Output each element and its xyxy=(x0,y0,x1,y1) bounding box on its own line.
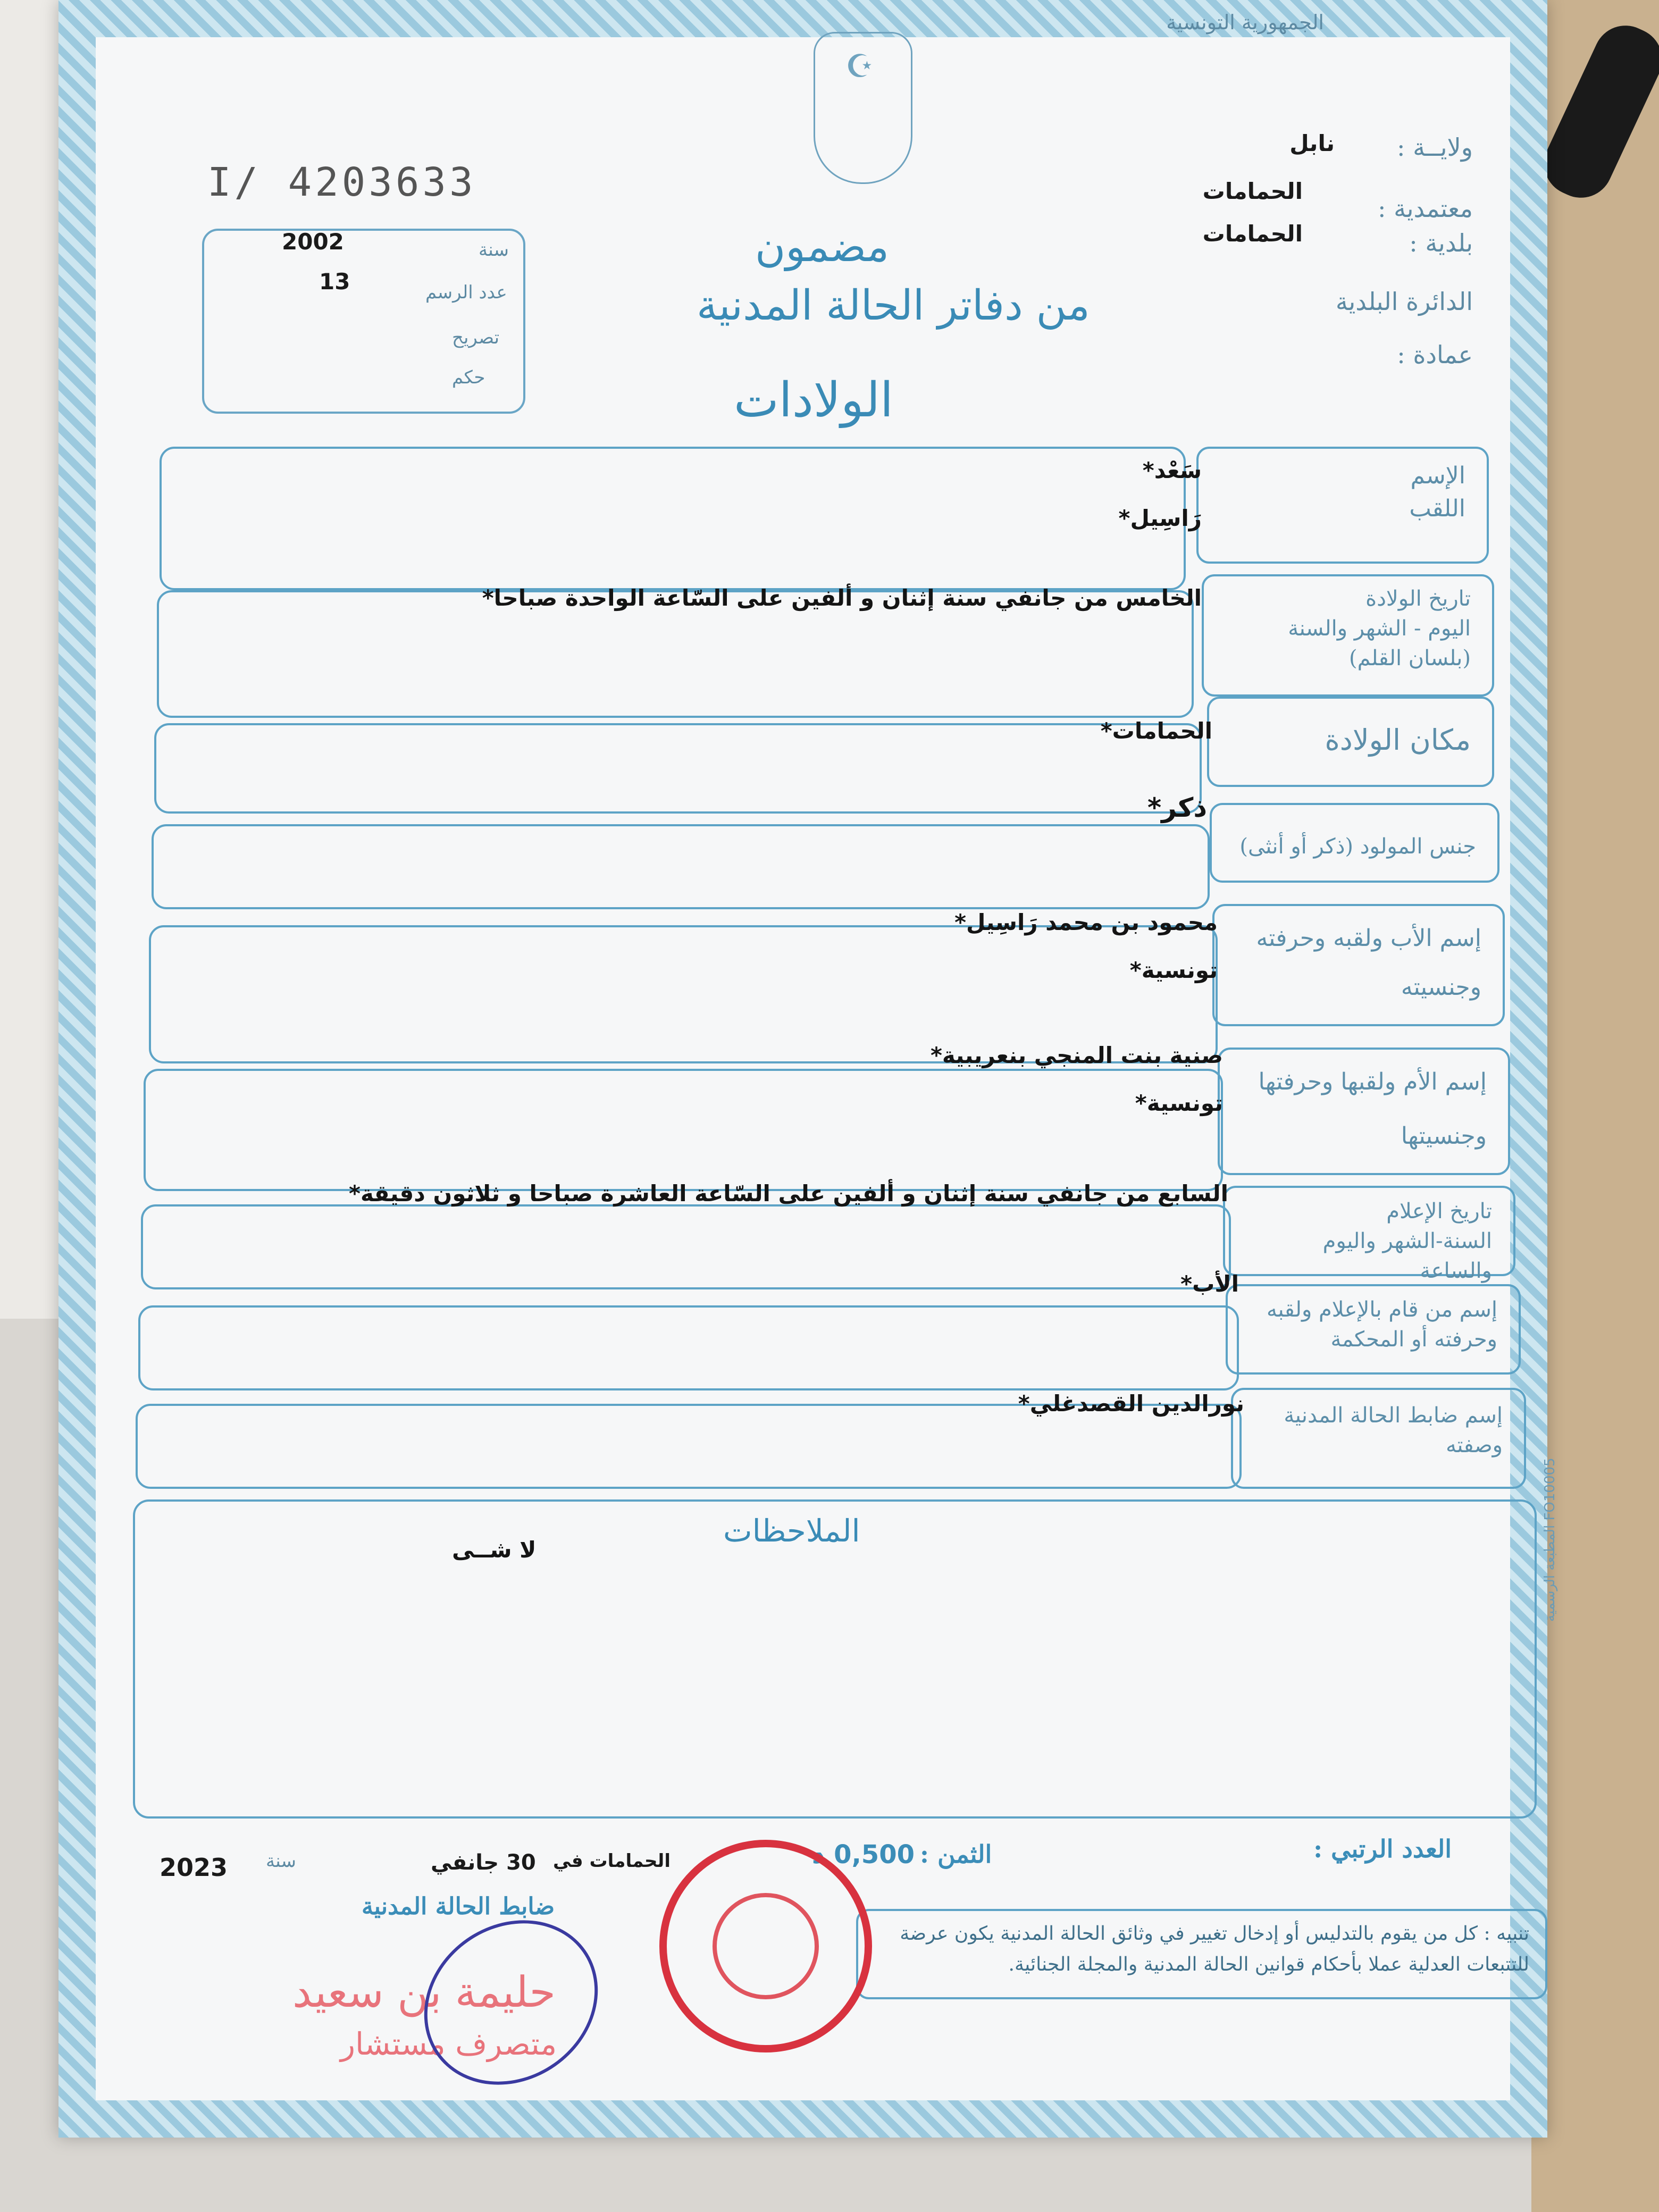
row-dob-label-box xyxy=(1202,574,1494,697)
imada-label: عمادة : xyxy=(1397,340,1473,369)
ref-year-value: 2002 xyxy=(282,229,344,255)
declarant-sub-label: وحرفته أو المحكمة xyxy=(1330,1327,1497,1352)
pob-value: الحمامات* xyxy=(1100,718,1212,744)
footer-place: الحمامات في xyxy=(553,1850,671,1872)
pob-label: مكان الولادة xyxy=(1325,723,1471,757)
declaration-date-sub-label: السنة-الشهر واليوم والساعة xyxy=(1322,1229,1492,1283)
declaration-date-label: تاريخ الإعلام xyxy=(1386,1199,1492,1224)
row-declarant-value-box xyxy=(138,1305,1239,1390)
row-pob-value-box xyxy=(154,723,1202,814)
footer-year-label: سنة xyxy=(266,1850,296,1872)
footer-serial-label: العدد الرتبي : xyxy=(1313,1834,1452,1863)
declarant-label: إسم من قام بالإعلام ولقبه xyxy=(1267,1297,1497,1322)
stamp-officer-title: متصرف مستشار xyxy=(340,2026,557,2062)
row-mother-value-box xyxy=(144,1069,1223,1191)
ref-judgment-label: حكم xyxy=(452,367,485,388)
father-nationality-value: تونسية* xyxy=(1129,957,1218,983)
baladiya-label: بلدية : xyxy=(1409,229,1473,257)
ref-declaration-label: تصريح xyxy=(452,327,500,348)
baladiya-value: الحمامات xyxy=(1202,221,1303,247)
sex-label: جنس المولود (ذكر أو أنثى) xyxy=(1239,834,1476,859)
row-mother-label-box xyxy=(1218,1048,1510,1175)
notes-label: الملاحظات xyxy=(723,1513,860,1549)
mother-value: صنية بنت المنجي بنعريبية* xyxy=(930,1042,1223,1068)
price-label: الثمن : xyxy=(920,1840,992,1869)
mutamadiya-label: معتمدية : xyxy=(1377,194,1473,223)
father-value: محمود بن محمد رَاسِيل* xyxy=(954,909,1218,935)
stamp-officer-name: حليمة بن سعيد xyxy=(292,1967,556,2017)
father-label: إسم الأب ولقبه وحرفته xyxy=(1256,925,1481,952)
wilaya-label: ولايــة : xyxy=(1397,133,1473,162)
title-civil-registry: من دفاتر الحالة المدنية xyxy=(697,282,1090,330)
row-sex-value-box xyxy=(152,824,1210,909)
row-declaration-label-box xyxy=(1223,1186,1515,1283)
row-officer-label-box xyxy=(1231,1388,1526,1489)
row-father-label-box xyxy=(1212,904,1505,1026)
ref-number-label: عدد الرسم xyxy=(425,282,507,303)
dob-words-label: (بلسان القلم) xyxy=(1349,646,1471,671)
serial-number: I/ 4203633 xyxy=(207,160,476,205)
desk-surface xyxy=(1531,0,1659,2212)
officer-row-label: إسم ضابط الحالة المدنية xyxy=(1284,1403,1503,1428)
birth-certificate-page xyxy=(58,0,1558,2138)
name-label: الإسم xyxy=(1410,462,1465,489)
dob-sub-label: اليوم - الشهر والسنة xyxy=(1288,616,1471,641)
footer-officer-label: ضابط الحالة المدنية xyxy=(362,1893,555,1920)
footer-day-month: 30 جانفي xyxy=(431,1850,536,1875)
name-value: سَعْد* xyxy=(1142,457,1202,483)
price-value: 0,500 د xyxy=(811,1840,915,1870)
father-nationality-label: وجنسيته xyxy=(1401,973,1481,1001)
crescent-star-icon: ☪ xyxy=(845,48,874,85)
officer-row-sub-label: وصفته xyxy=(1445,1433,1503,1457)
warning-notice: تنبيه : كل من يقوم بالتدليس أو إدخال تغيير في وثائق الحالة المدنية يكون عرضة للتتبعات العدلية عملا بأحكام قوانين الحالة المدنية والمجلة الجنائية. xyxy=(856,1909,1547,1999)
wilaya-value: نابل xyxy=(1289,130,1335,156)
sex-value: ذكر* xyxy=(1147,792,1207,823)
dob-label: تاريخ الولادة xyxy=(1365,586,1471,611)
ref-number-value: 13 xyxy=(319,269,350,295)
stamp-emblem xyxy=(713,1893,819,1999)
officer-row-value: نورالدين القصدغلي* xyxy=(1018,1390,1244,1417)
row-pob-label-box xyxy=(1207,697,1494,787)
row-officer-value-box xyxy=(136,1404,1242,1489)
notes-value: لا شــى xyxy=(452,1537,537,1563)
declaration-date-value: السابع من جانفي سنة إثنان و ألفين على السّاعة العاشرة صباحا و ثلاثون دقيقة* xyxy=(349,1180,1228,1206)
footer-year-value: 2023 xyxy=(160,1853,228,1882)
mother-nationality-label: وجنسيتها xyxy=(1401,1122,1487,1150)
surname-value: رَاسِيل* xyxy=(1118,505,1202,531)
mutamadiya-value: الحمامات xyxy=(1202,178,1303,204)
republic-label: الجمهورية التونسية xyxy=(1166,11,1324,34)
mother-label: إسم الأم ولقبها وحرفتها xyxy=(1258,1068,1487,1095)
title-mudmoun: مضمون xyxy=(755,223,890,271)
mother-nationality-value: تونسية* xyxy=(1135,1090,1223,1116)
dob-value: الخامس من جانفي سنة إثنان و ألفين على السّاعة الواحدة صباحا* xyxy=(482,585,1202,611)
row-sex-label-box xyxy=(1210,803,1499,883)
row-declaration-value-box xyxy=(141,1204,1231,1289)
daira-label: الدائرة البلدية xyxy=(1335,287,1473,316)
surname-label: اللقب xyxy=(1409,495,1465,522)
row-name-label-box xyxy=(1196,447,1489,564)
printer-mark: المطبعة الرسمية FO10005 xyxy=(1542,1457,1558,1622)
row-declarant-label-box xyxy=(1226,1284,1521,1375)
declarant-value: الأب* xyxy=(1180,1271,1239,1297)
row-name-value-box xyxy=(160,447,1186,590)
ref-year-label: سنة xyxy=(479,239,509,261)
title-births: الولادات xyxy=(734,372,894,428)
